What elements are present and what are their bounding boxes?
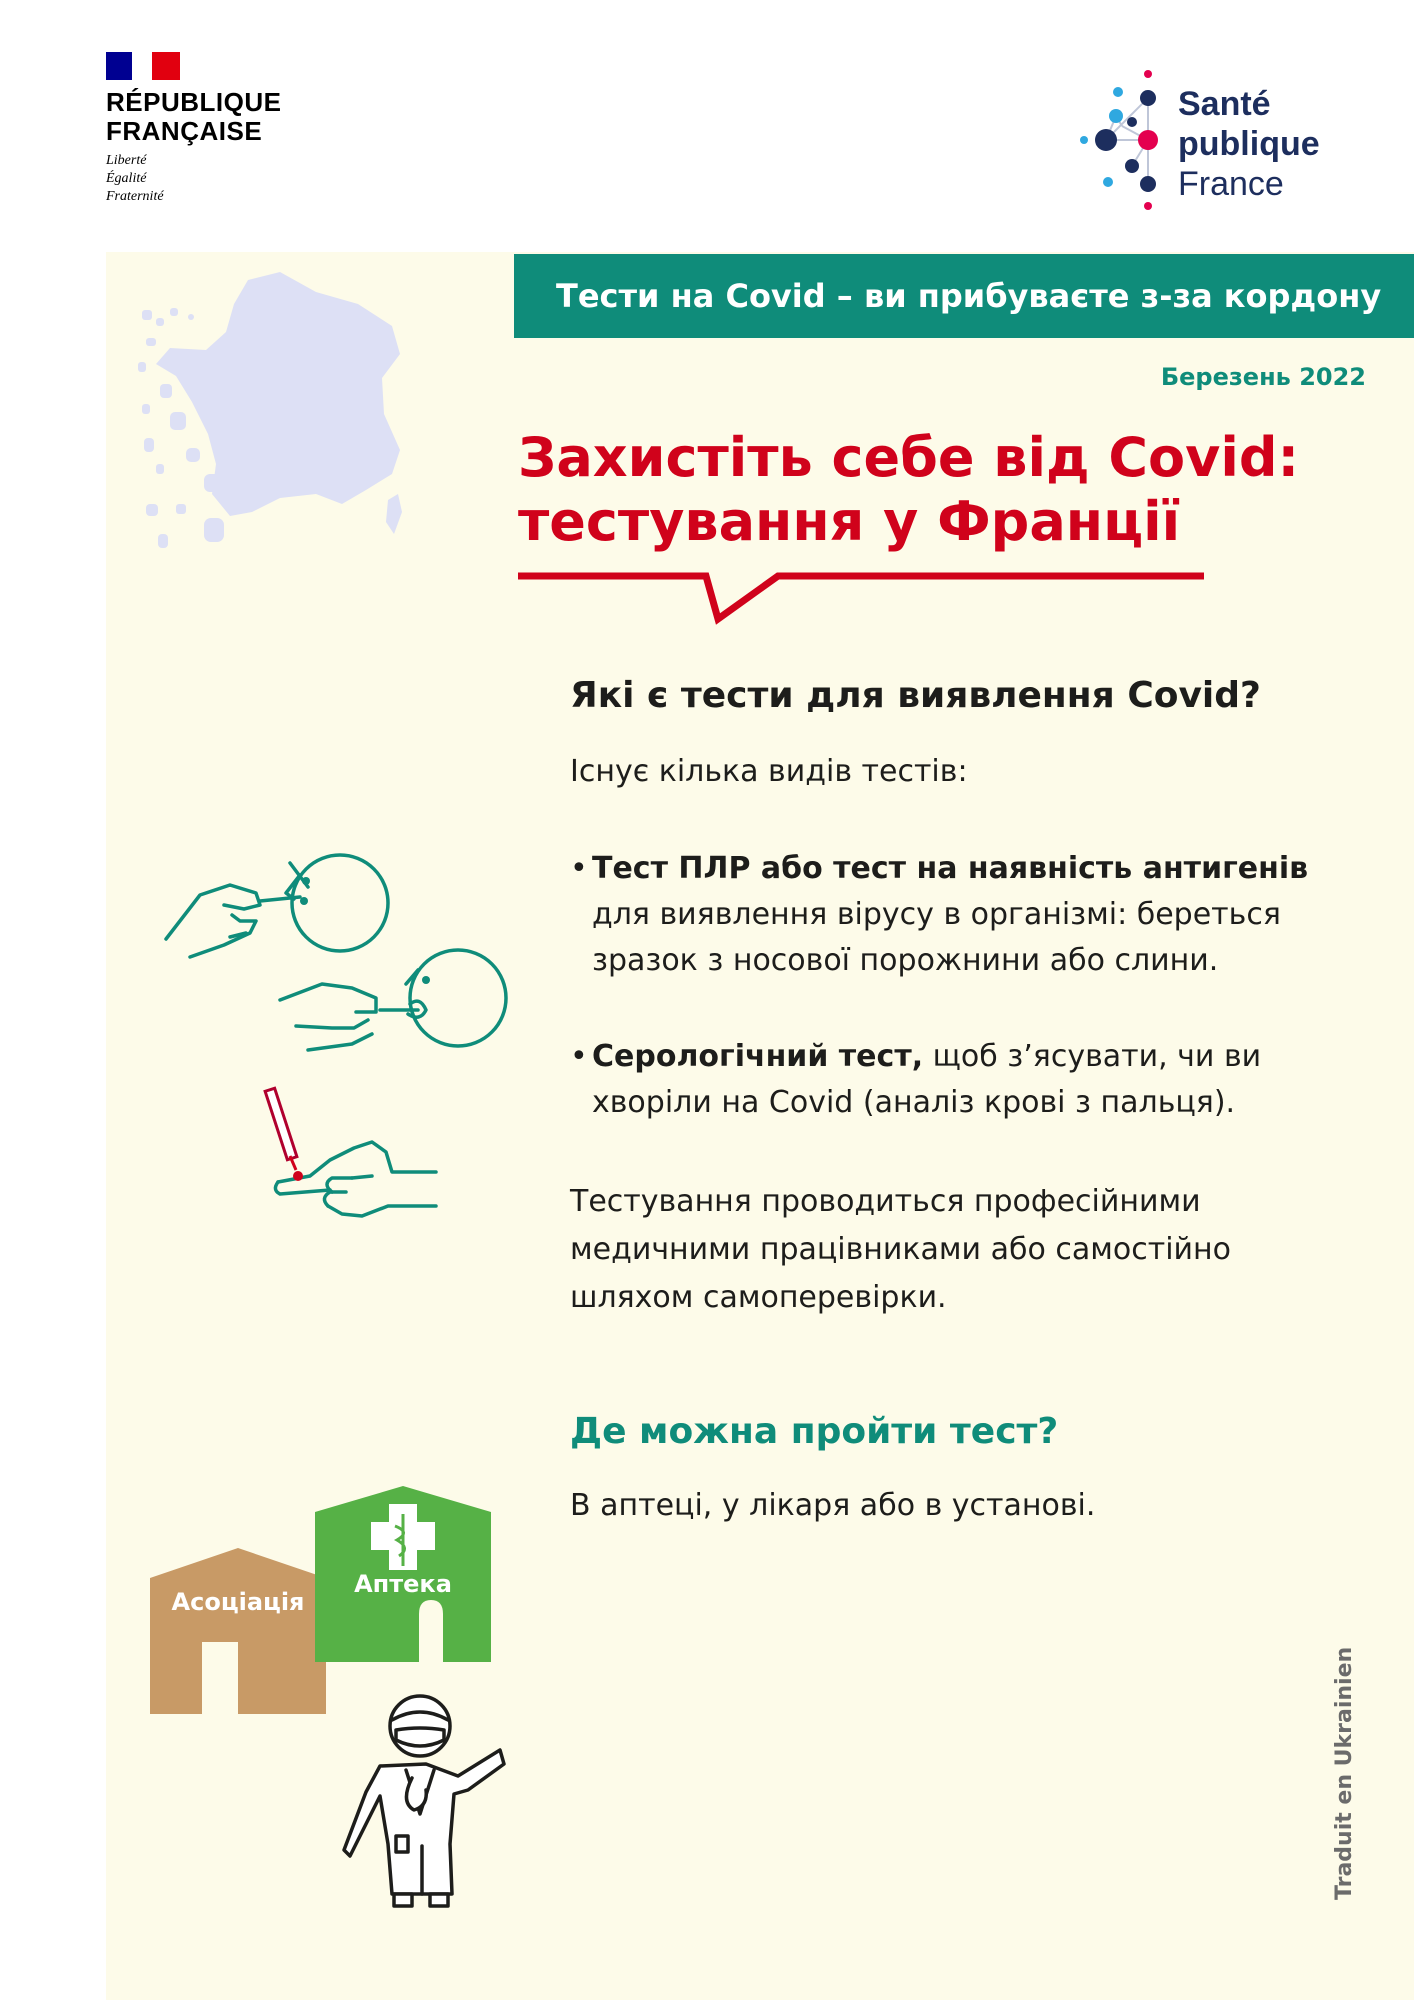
rf-name-line2: FRANÇAISE — [106, 116, 263, 146]
bullet-text — [592, 846, 1332, 984]
title-line1: Захистіть себе від Covid: — [518, 426, 1300, 489]
bullet-bold: Тест ПЛР або тест на наявність антигенів — [592, 851, 1309, 886]
spf-line2: publique — [1178, 125, 1320, 163]
bullet-serology — [570, 1034, 1330, 1134]
spf-wordmark — [1178, 84, 1320, 204]
association-label: Асоціація — [171, 1588, 305, 1616]
bullet-rest: щоб з’ясувати, чи ви хворіли на Covid (аналіз крові з пальця). — [592, 1039, 1262, 1120]
pharmacy-label: Аптека — [354, 1570, 452, 1598]
spf-line3: France — [1178, 165, 1284, 203]
tests-intro: Існує кілька видів тестів: — [570, 754, 968, 789]
header-banner — [514, 254, 1414, 338]
finger-prick-icon — [262, 1086, 452, 1236]
bullet-bold: Серологічний тест, — [592, 1039, 924, 1074]
title-line2: тестування у Франції — [518, 490, 1181, 553]
motto-egalite: Égalité — [106, 171, 147, 186]
rf-name — [106, 88, 281, 146]
tests-heading: Які є тести для виявлення Covid? — [570, 675, 1261, 716]
publication-date: Березень 2022 — [1160, 363, 1366, 391]
motto-liberte: Liberté — [106, 153, 147, 168]
republique-francaise-logo — [106, 52, 306, 212]
motto-fraternite: Fraternité — [106, 189, 164, 204]
spf-line1: Santé — [1178, 85, 1271, 123]
molecule-icon — [1076, 66, 1176, 216]
bullet-rest: для виявлення вірусу в організмі: береться зразок з носової порожнини або слини. — [592, 897, 1281, 978]
rf-motto — [106, 152, 164, 206]
translation-note: Traduit en Ukrainien — [1332, 1646, 1357, 1900]
sante-publique-france-logo — [1076, 66, 1336, 216]
bullet-pcr-antigen — [570, 846, 1330, 986]
france-map-icon — [130, 268, 480, 568]
where-heading: Де можна пройти тест? — [570, 1411, 1059, 1452]
rf-name-line1: RÉPUBLIQUE — [106, 87, 282, 117]
speech-bubble-underline — [516, 564, 1206, 628]
bullet-dot: • — [570, 851, 588, 886]
where-text: В аптеці, у лікаря або в установі. — [570, 1488, 1096, 1523]
page-title — [518, 426, 1338, 554]
doctor-icon — [340, 1686, 510, 1908]
french-flag-icon — [106, 52, 180, 80]
tests-note: Тестування проводиться професійними медичними працівниками або самостійно шляхом самоперевірки. — [570, 1184, 1231, 1315]
saliva-swab-icon — [276, 940, 516, 1060]
association-building-icon — [150, 1548, 326, 1714]
bullet-dot: • — [570, 1039, 588, 1074]
banner-text: Тести на Covid – ви прибуваєте з-за кордону — [556, 277, 1382, 315]
bullet-text — [592, 1034, 1332, 1126]
